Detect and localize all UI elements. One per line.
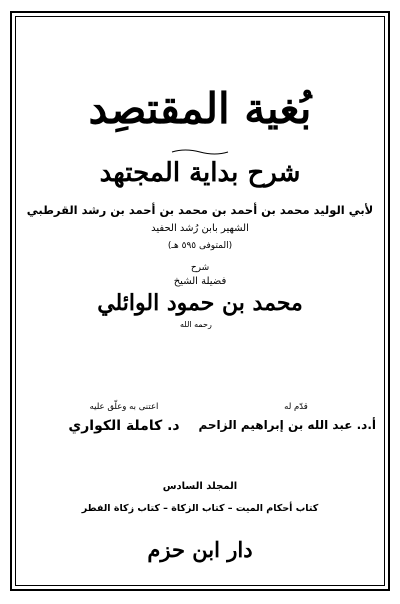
editor-label: اعتنى به وعلّق عليه [89,402,159,412]
commentary-label: شرح [190,263,210,273]
subtitle: شرح بداية المجتهد [99,158,301,188]
main-title: بُغية المقتصِد [88,84,312,133]
introduction-label: قدّم له [284,402,308,412]
volume-contents: كتاب أحكام الميت – كتاب الزكاة – كتاب زكاة الفطر [81,503,319,514]
commentator-dua: رحمه الله [180,320,212,329]
ornament-icon [170,148,230,156]
commentator-name: محمد بن حمود الوائلي [97,290,303,316]
author-nickname: الشهير بابن رُشد الحفيد [151,223,249,234]
book-cover [20,20,380,582]
author-name: لأبي الوليد محمد بن أحمد بن محمد بن أحمد بن رشد القرطبي [26,203,374,217]
introduction-name: أ.د. عبد الله بن إبراهيم الزاحم [198,418,376,432]
editor-name: د. كاملة الكواري [68,418,180,434]
author-death-date: (المتوفى ٥٩٥ هـ) [167,241,233,251]
commentator-title: فضيلة الشيخ [173,276,227,287]
volume-label: المجلد السادس [162,481,238,492]
publisher-logo: دار ابن حزم [147,537,253,562]
